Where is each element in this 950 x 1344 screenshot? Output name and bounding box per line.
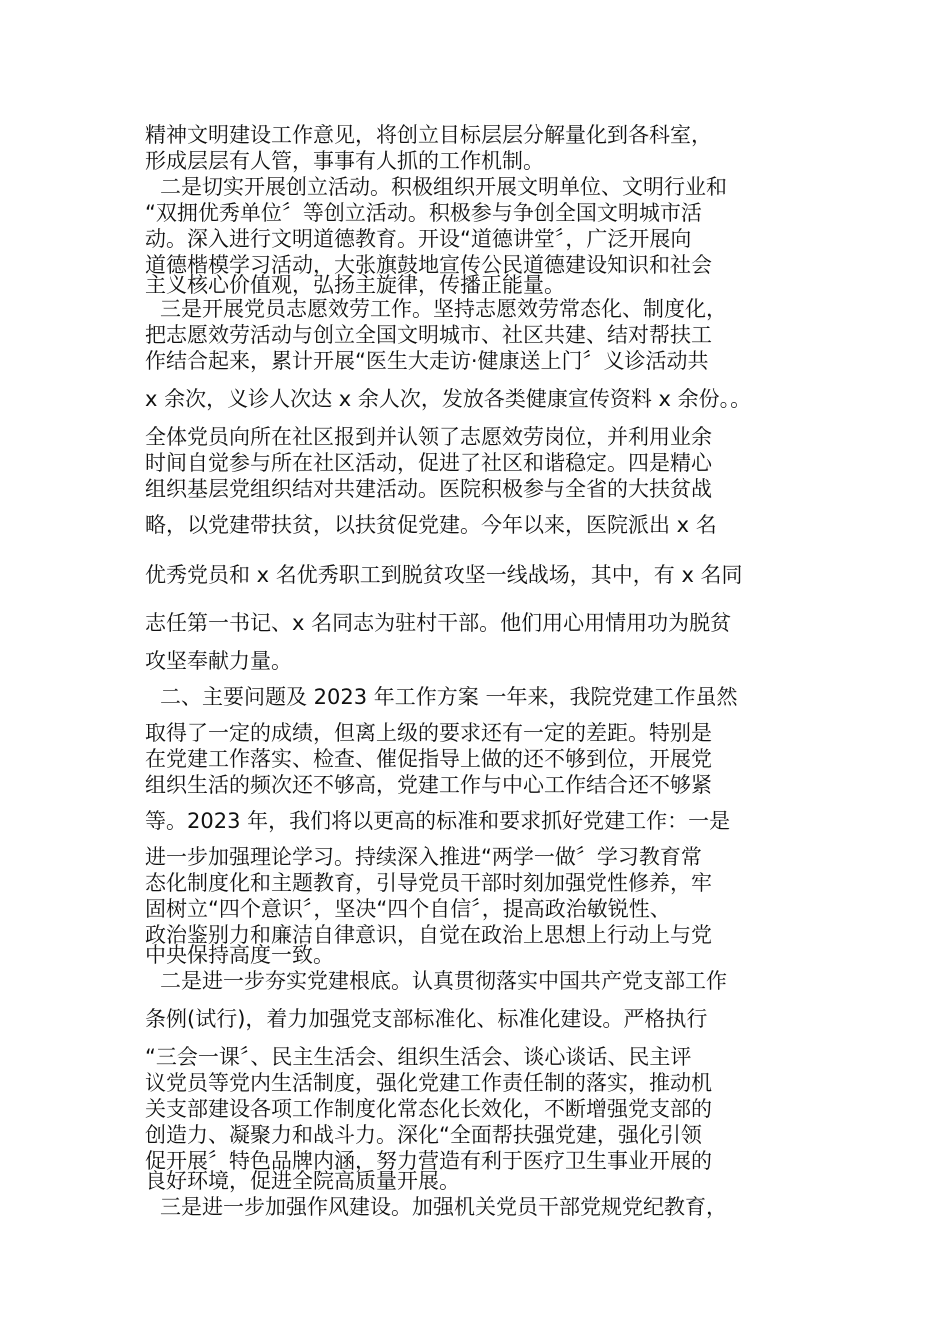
text-line: 二、主要问题及 2023 年工作方案 一年来，我院党建工作虽然 [160, 685, 738, 709]
text-line: 三是开展党员志愿效劳工作。坚持志愿效劳常态化、制度化， [160, 297, 727, 321]
text-line: 取得了一定的成绩，但离上级的要求还有一定的差距。特别是 [145, 721, 712, 745]
text-line: 优秀党员和 x 名优秀职工到脱贫攻坚一线战场，其中，有 x 名同 [145, 563, 743, 587]
text-line: 攻坚奉献力量。 [145, 649, 292, 673]
text-line: 在党建工作落实、检查、催促指导上做的还不够到位，开展党 [145, 747, 712, 771]
text-line: 志任第一书记、x 名同志为驻村干部。他们用心用情用功为脱贫 [145, 611, 732, 635]
text-line: 态化制度化和主题教育，引导党员干部时刻加强党性修养，牢 [145, 871, 712, 895]
text-line: 主义核心价值观，弘扬主旋律，传播正能量。 [145, 273, 565, 297]
text-line: 等。2023 年，我们将以更高的标准和要求抓好党建工作：一是 [145, 809, 731, 833]
text-line: 政治鉴别力和廉洁自律意识，自觉在政治上思想上行动上与党 [145, 923, 712, 947]
text-line: 促开展〞特色品牌内涵，努力营造有利于医疗卫生事业开展的 [145, 1149, 712, 1173]
text-line: 时间自觉参与所在社区活动，促进了社区和谐稳定。四是精心 [145, 451, 712, 475]
text-line: 良好环境，促进全院高质量开展。 [145, 1169, 460, 1193]
text-line: 固树立“四个意识〞，坚决“四个自信〞，提高政治敏锐性、 [145, 897, 671, 921]
text-line: 全体党员向所在社区报到并认领了志愿效劳岗位，并利用业余 [145, 425, 712, 449]
text-line: 道德楷模学习活动，大张旗鼓地宣传公民道德建设知识和社会 [145, 253, 712, 277]
text-line: “双拥优秀单位〞等创立活动。积极参与争创全国文明城市活 [145, 201, 702, 225]
text-line: 把志愿效劳活动与创立全国文明城市、社区共建、结对帮扶工 [145, 323, 712, 347]
text-line: 进一步加强理论学习。持续深入推进“两学一做〞学习教育常 [145, 845, 702, 869]
text-line: 组织基层党组织结对共建活动。医院积极参与全省的大扶贫战 [145, 477, 712, 501]
text-line: 略，以党建带扶贫，以扶贫促党建。今年以来，医院派出 x 名 [145, 513, 717, 537]
text-line: 创造力、凝聚力和战斗力。深化“全面帮扶强党建，强化引领 [145, 1123, 702, 1147]
text-line: 关支部建设各项工作制度化常态化长效化，不断增强党支部的 [145, 1097, 712, 1121]
text-line: 二是进一步夯实党建根底。认真贯彻落实中国共产党支部工作 [160, 969, 727, 993]
text-line: 形成层层有人管，事事有人抓的工作机制。 [145, 149, 544, 173]
text-line: 动。深入进行文明道德教育。开设“道德讲堂〞，广泛开展向 [145, 227, 692, 251]
text-line: 中央保持高度一致。 [145, 943, 334, 967]
text-line: 议党员等党内生活制度，强化党建工作责任制的落实，推动机 [145, 1071, 712, 1095]
text-line: 精神文明建设工作意见，将创立目标层层分解量化到各科室， [145, 123, 712, 147]
text-line: 二是切实开展创立活动。积极组织开展文明单位、文明行业和 [160, 175, 727, 199]
text-line: 组织生活的频次还不够高，党建工作与中心工作结合还不够紧 [145, 773, 712, 797]
text-line: 作结合起来，累计开展“医生大走访·健康送上门〞义诊活动共 [145, 349, 709, 373]
text-line: 三是进一步加强作风建设。加强机关党员干部党规党纪教育， [160, 1195, 727, 1219]
text-line: 条例(试行)，着力加强党支部标准化、标准化建设。严格执行 [145, 1007, 708, 1031]
text-line: “三会一课〞、民主生活会、组织生活会、谈心谈话、民主评 [145, 1045, 692, 1069]
text-line: x 余次，义诊人次达 x 余人次，发放各类健康宣传资料 x 余份。。 [145, 387, 752, 411]
